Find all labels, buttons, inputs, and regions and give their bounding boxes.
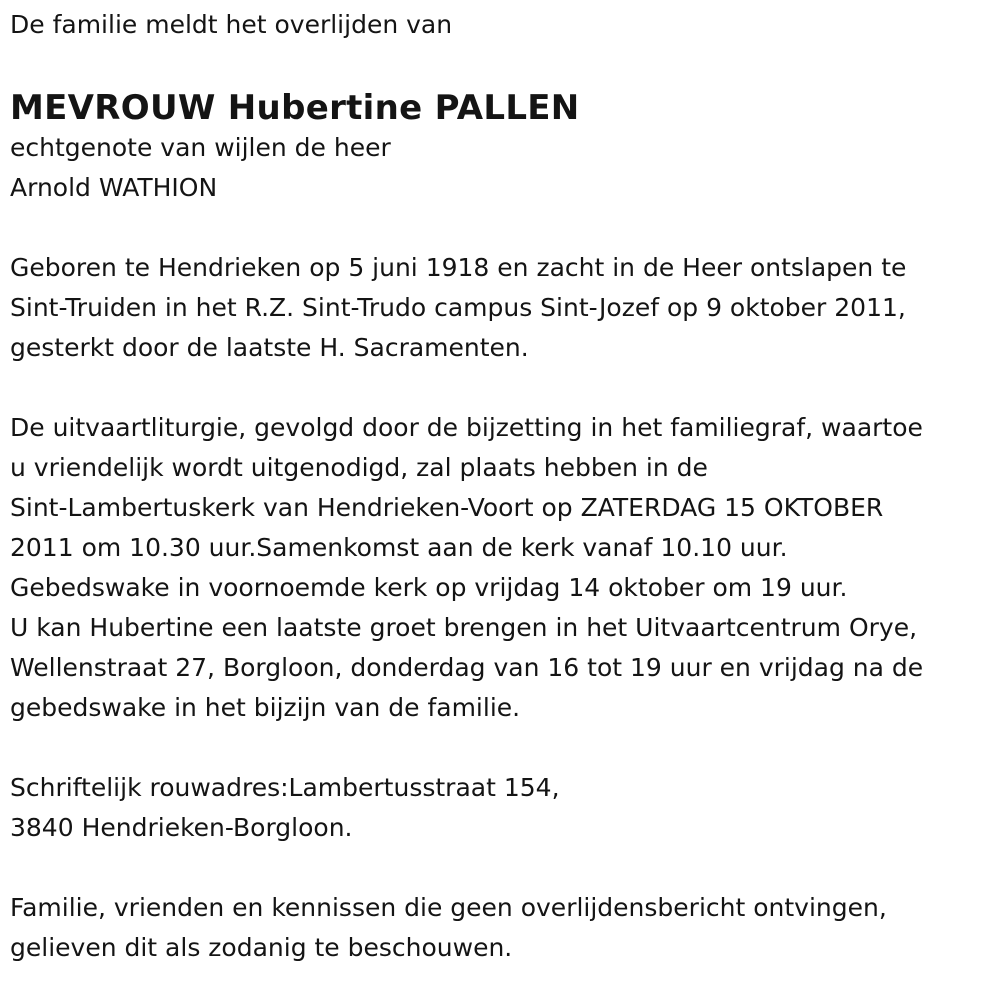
spouse-line: echtgenote van wijlen de heer bbox=[10, 133, 391, 162]
paragraph-gap bbox=[10, 728, 995, 768]
address-line: 3840 Hendrieken-Borgloon. bbox=[10, 813, 353, 842]
birth-death-section bbox=[10, 248, 995, 368]
paragraph-gap bbox=[10, 848, 995, 888]
funeral-line: u vriendelijk wordt uitgenodigd, zal plaats hebben in de bbox=[10, 453, 708, 482]
funeral-line: gebedswake in het bijzijn van de familie. bbox=[10, 693, 521, 722]
funeral-line: Wellenstraat 27, Borgloon, donderdag van 16 tot 19 uur en vrijdag na de bbox=[10, 653, 924, 682]
address-section bbox=[10, 768, 995, 848]
funeral-section bbox=[10, 408, 995, 728]
paragraph-gap bbox=[10, 208, 995, 248]
intro-line: De familie meldt het overlijden van bbox=[10, 10, 453, 39]
birth-death-line: gesterkt door de laatste H. Sacramenten. bbox=[10, 333, 529, 362]
address-line: Schriftelijk rouwadres:Lambertusstraat 154, bbox=[10, 773, 560, 802]
funeral-line: Gebedswake in voornoemde kerk op vrijdag 14 oktober om 19 uur. bbox=[10, 573, 848, 602]
closing-section bbox=[10, 888, 995, 968]
spouse-section bbox=[10, 128, 995, 208]
funeral-line: Sint-Lambertuskerk van Hendrieken-Voort op ZATERDAG 15 OKTOBER bbox=[10, 493, 884, 522]
birth-death-line: Geboren te Hendrieken op 5 juni 1918 en zacht in de Heer ontslapen te bbox=[10, 253, 907, 282]
funeral-line: De uitvaartliturgie, gevolgd door de bijzetting in het familiegraf, waartoe bbox=[10, 413, 923, 442]
birth-death-line: Sint-Truiden in het R.Z. Sint-Trudo campus Sint-Jozef op 9 oktober 2011, bbox=[10, 293, 906, 322]
deceased-name: MEVROUW Hubertine PALLEN bbox=[10, 88, 580, 128]
funeral-line: U kan Hubertine een laatste groet brengen in het Uitvaartcentrum Orye, bbox=[10, 613, 918, 642]
paragraph-gap bbox=[10, 368, 995, 408]
spouse-line: Arnold WATHION bbox=[10, 173, 218, 202]
closing-line: Familie, vrienden en kennissen die geen overlijdensbericht ontvingen, bbox=[10, 893, 887, 922]
death-notice bbox=[10, 0, 995, 968]
funeral-line: 2011 om 10.30 uur.Samenkomst aan de kerk vanaf 10.10 uur. bbox=[10, 533, 788, 562]
closing-line: gelieven dit als zodanig te beschouwen. bbox=[10, 933, 513, 962]
